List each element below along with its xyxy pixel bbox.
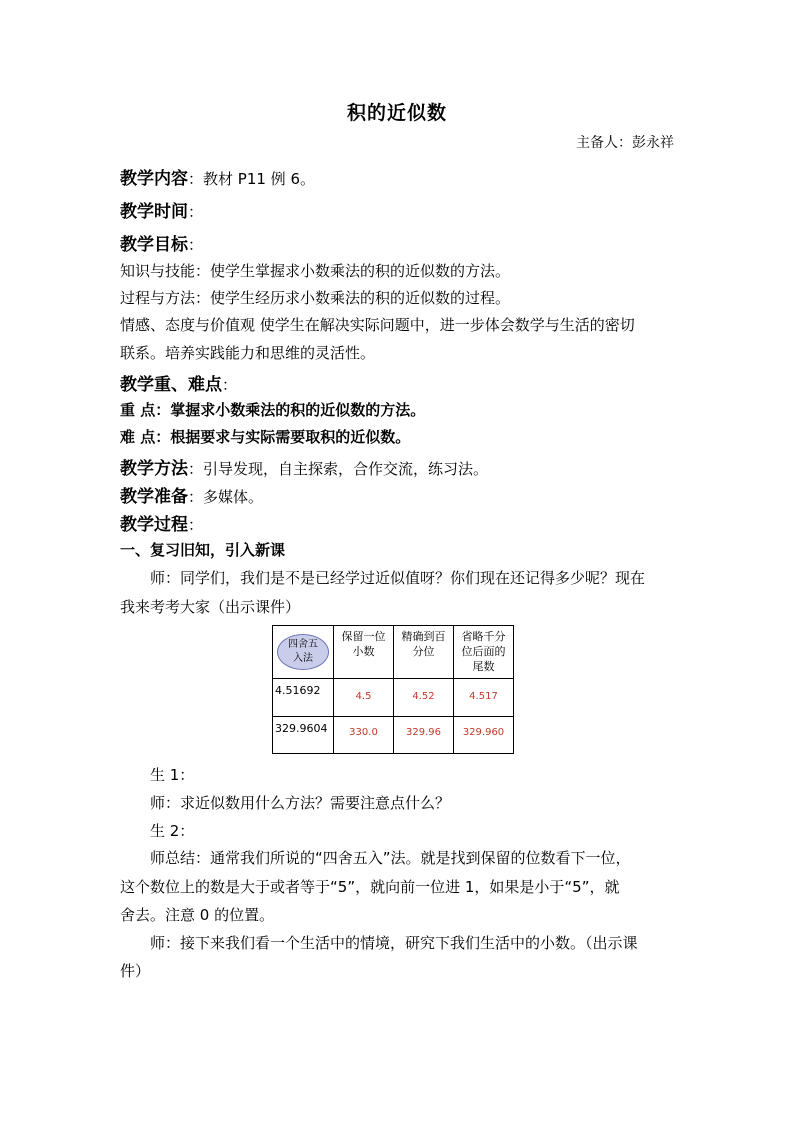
answer-value: 329.960 [462,727,505,738]
content-line [120,164,680,189]
dialogue-line: 生 1： [150,766,195,784]
keypoints-label: 教学重、难点 [120,375,222,395]
table-cell [394,717,454,754]
row-label: 329.9604 [275,722,328,735]
goal-line: 联系。培养实践能力和思维的灵活性。 [120,344,376,362]
table-cell [454,717,514,754]
prep-line [120,482,680,507]
table-cell [334,679,394,717]
keypoints-sep: ： [222,376,238,394]
header-text: 小数 [352,645,375,658]
keypoint-line: 难 点：根据要求与实际需要取积的近似数。 [120,428,411,446]
header-text: 保留一位 [341,630,386,643]
answer-value: 329.96 [406,727,441,738]
section-heading: 一、复习旧知，引入新课 [120,541,286,559]
table-cell [334,717,394,754]
prep-value: 多媒体。 [203,488,264,506]
rounding-method-ellipse [277,634,329,670]
document-title: 积的近似数 [346,102,447,124]
table-cell [394,679,454,717]
summary-line: 师总结：通常我们所说的“四舍五入”法。就是找到保留的位数看下一位， [150,849,631,867]
table-header-row [273,626,514,679]
content-sep: ： [188,170,204,188]
corner-text: 四舍五 [288,639,318,650]
dialogue-line: 师：求近似数用什么方法？需要注意点什么？ [150,794,451,812]
table-row [273,679,514,717]
method-label: 教学方法 [120,459,188,479]
table-header-cell [394,626,454,679]
row-label-cell [273,679,334,717]
table-header-cell [454,626,514,679]
table-corner-cell [273,626,334,679]
answer-value: 4.52 [412,691,435,702]
row-label: 4.51692 [275,684,321,697]
process-sep: ： [188,516,204,534]
content-value: 教材 P11 例 6。 [203,170,315,188]
content-label: 教学内容 [120,169,188,189]
author-line: 主备人：彭永祥 [576,135,674,151]
goals-heading [120,230,680,255]
goals-sep: ： [188,236,204,254]
answer-value: 330.0 [349,727,378,738]
table-row [273,717,514,754]
dialogue-line: 生 2： [150,822,195,840]
answer-value: 4.5 [355,691,372,702]
answer-value: 4.517 [469,691,498,702]
table-header-cell [334,626,394,679]
goal-line: 情感、态度与价值观 使学生在解决实际问题中，进一步体会数学与生活的密切 [120,316,635,334]
goal-line: 过程与方法：使学生经历求小数乘法的积的近似数的过程。 [120,289,511,307]
time-sep: ： [188,203,204,221]
keypoints-heading [120,370,680,395]
prep-label: 教学准备 [120,487,188,507]
summary-line: 舍去。注意 0 的位置。 [120,906,275,924]
process-label: 教学过程 [120,515,188,535]
time-label: 教学时间 [120,202,188,222]
time-line [120,197,680,222]
paragraph-line: 师：同学们，我们是不是已经学过近似值呀？你们现在还记得多少呢？现在 [150,569,646,587]
paragraph-line: 我来考考大家（出示课件） [120,598,301,616]
method-sep: ： [188,460,204,478]
header-text: 位后面的 [461,645,506,658]
prep-sep: ： [188,488,204,506]
header-text: 精确到百 [401,630,446,643]
paragraph-line: 师：接下来我们看一个生活中的情境，研究下我们生活中的小数。（出示课 [150,934,638,952]
goal-line: 知识与技能：使学生掌握求小数乘法的积的近似数的方法。 [120,262,511,280]
method-value: 引导发现，自主探索，合作交流，练习法。 [203,460,489,478]
summary-line: 这个数位上的数是大于或者等于“5”，就向前一位进 1，如果是小于“5”，就 [120,878,620,896]
header-text: 尾数 [472,660,495,673]
keypoint-line: 重 点：掌握求小数乘法的积的近似数的方法。 [120,401,426,419]
process-heading [120,510,680,535]
table-cell [454,679,514,717]
corner-text: 入法 [293,653,313,664]
rounding-table [272,625,514,754]
header-text: 分位 [412,645,435,658]
header-text: 省略千分 [461,630,506,643]
method-line [120,454,680,479]
paragraph-line: 件） [120,962,151,980]
goals-label: 教学目标 [120,235,188,255]
row-label-cell [273,717,334,754]
